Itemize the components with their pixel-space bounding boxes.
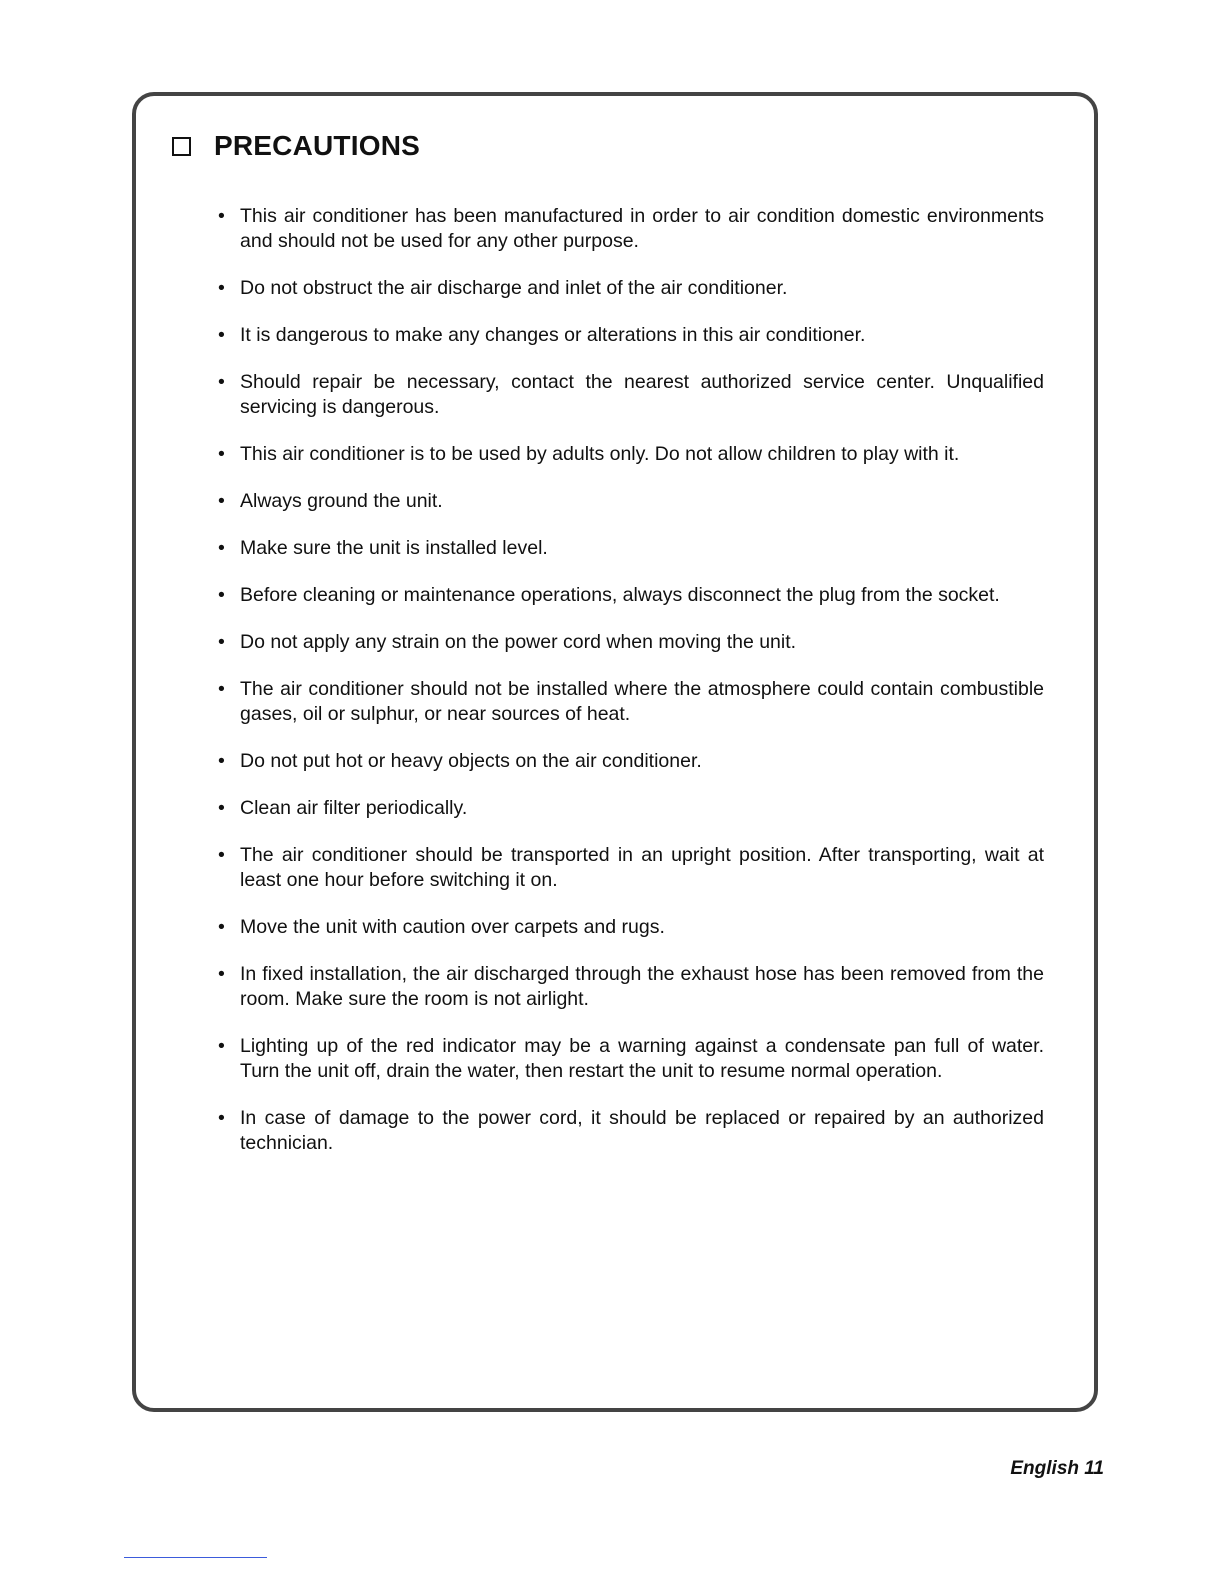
page-number: English 11 <box>1010 1458 1104 1479</box>
list-item <box>218 962 1044 1012</box>
checkbox-icon <box>172 137 191 156</box>
precaution-list <box>218 204 1044 1178</box>
list-item <box>218 583 1044 608</box>
list-item <box>218 323 1044 348</box>
bullet-icon: • <box>218 324 225 346</box>
list-item <box>218 1106 1044 1156</box>
list-item <box>218 796 1044 821</box>
list-item <box>218 370 1044 420</box>
list-item-text: Do not obstruct the air discharge and inlet of the air conditioner. <box>240 277 788 299</box>
list-item-text: In case of damage to the power cord, it should be replaced or repaired by an authorized technician. <box>240 1107 1044 1154</box>
bullet-icon: • <box>218 537 225 559</box>
bullet-icon: • <box>218 584 225 606</box>
bullet-icon: • <box>218 1107 225 1129</box>
list-item-text: Do not apply any strain on the power cord when moving the unit. <box>240 631 797 653</box>
bullet-icon: • <box>218 277 225 299</box>
section-header <box>172 130 420 162</box>
list-item-text: Before cleaning or maintenance operations, always disconnect the plug from the socket. <box>240 584 1000 606</box>
bullet-icon: • <box>218 797 225 819</box>
list-item <box>218 630 1044 655</box>
list-item-text: This air conditioner is to be used by adults only. Do not allow children to play with it. <box>240 443 960 465</box>
list-item-text: Move the unit with caution over carpets and rugs. <box>240 916 665 938</box>
bullet-icon: • <box>218 371 225 393</box>
bullet-icon: • <box>218 844 225 866</box>
list-item-text: This air conditioner has been manufactured in order to air condition domestic environments and should not be used for any other purpose. <box>240 205 1044 252</box>
list-item <box>218 442 1044 467</box>
list-item-text: Lighting up of the red indicator may be a warning against a condensate pan full of water. Turn the unit off, drain the water, then restart the unit to resume normal operation. <box>240 1035 1044 1082</box>
bullet-icon: • <box>218 750 225 772</box>
list-item <box>218 489 1044 514</box>
list-item-text: The air conditioner should be transported in an upright position. After transporting, wait at least one hour before switching it on. <box>240 844 1044 891</box>
list-item <box>218 204 1044 254</box>
list-item <box>218 1034 1044 1084</box>
list-item <box>218 677 1044 727</box>
section-title: PRECAUTIONS <box>214 130 420 161</box>
list-item-text: Should repair be necessary, contact the nearest authorized service center. Unqualified servicing is dangerous. <box>240 371 1044 418</box>
bullet-icon: • <box>218 916 225 938</box>
bullet-icon: • <box>218 490 225 512</box>
list-item <box>218 276 1044 301</box>
bullet-icon: • <box>218 678 225 700</box>
bullet-icon: • <box>218 963 225 985</box>
list-item <box>218 536 1044 561</box>
list-item-text: The air conditioner should not be installed where the atmosphere could contain combustible gases, oil or sulphur, or near sources of heat. <box>240 678 1044 725</box>
list-item-text: Always ground the unit. <box>240 490 443 512</box>
list-item <box>218 915 1044 940</box>
list-item-text: In fixed installation, the air discharged through the exhaust hose has been removed from the room. Make sure the room is not airlight. <box>240 963 1044 1010</box>
list-item-text: Clean air filter periodically. <box>240 797 468 819</box>
bullet-icon: • <box>218 443 225 465</box>
footnote-divider <box>124 1557 267 1558</box>
list-item <box>218 843 1044 893</box>
bullet-icon: • <box>218 205 225 227</box>
bullet-icon: • <box>218 631 225 653</box>
list-item <box>218 749 1044 774</box>
list-item-text: Make sure the unit is installed level. <box>240 537 548 559</box>
bullet-icon: • <box>218 1035 225 1057</box>
list-item-text: It is dangerous to make any changes or alterations in this air conditioner. <box>240 324 866 346</box>
list-item-text: Do not put hot or heavy objects on the air conditioner. <box>240 750 702 772</box>
